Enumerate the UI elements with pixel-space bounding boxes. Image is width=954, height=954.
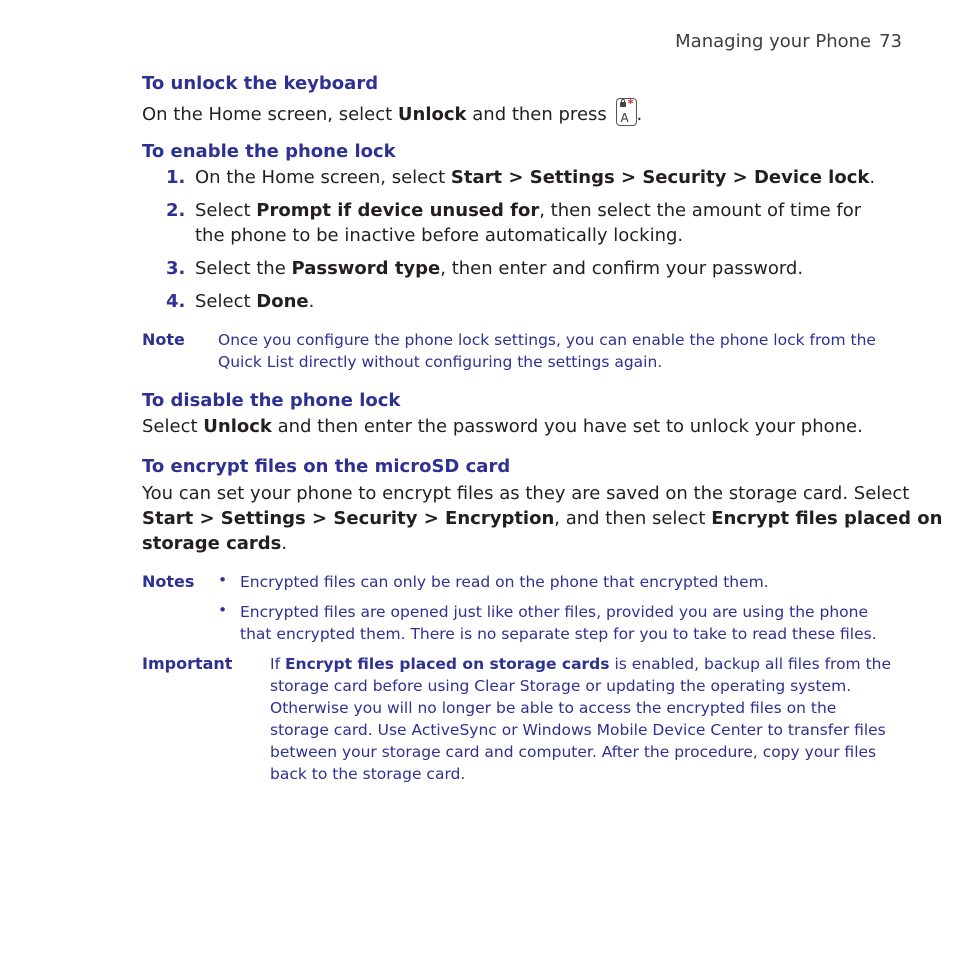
paragraph-encrypt-files: You can set your phone to encrypt files as they are saved on the storage card. Select Start > Settings > Security > Encryption, and then select Encrypt files placed on storage cards. [142,483,943,554]
heading-encrypt-files: To encrypt files on the microSD card [142,456,511,477]
step-number: 4. [166,291,186,312]
page-header [675,31,902,52]
bullet-icon: • [218,601,228,619]
heading-enable-phone-lock: To enable the phone lock [142,141,396,162]
step-number: 1. [166,167,186,188]
note-label: Note [142,330,185,349]
important-text: If Encrypt files placed on storage cards is enabled, backup all files from the storage card before using Clear Storage or updating the operating system. Otherwise you will no longer be able to access the encrypted files on the storage card. Use ActiveSync or Windows Mobile Device Center to transfer files between your storage card and computer. After the procedure, copy your files back to the storage card. [270,655,892,783]
step-text: On the Home screen, select Start > Settings > Security > Device lock. [195,167,876,188]
step-text: Select Prompt if device unused for, then select the amount of time for the phone to be inactive before automatically locking. [195,200,862,246]
note-text: Once you configure the phone lock settings, you can enable the phone lock from the Quick List directly without configuring the settings again. [218,331,876,371]
heading-disable-phone-lock: To disable the phone lock [142,390,401,411]
notes-label: Notes [142,572,195,591]
heading-unlock-keyboard: To unlock the keyboard [142,73,379,94]
page-number: 73 [879,31,902,52]
paragraph-unlock-keyboard: On the Home screen, select Unlock and then press * A . [142,97,643,125]
lock-key-icon: * A [616,98,637,126]
note-bullet-2: Encrypted files are opened just like other files, provided you are using the phone that encrypted them. There is no separate step for you to take to read these files. [240,603,877,643]
step-text: Select the Password type, then enter and confirm your password. [195,258,804,279]
step-number: 3. [166,258,186,279]
paragraph-disable-phone-lock: Select Unlock and then enter the password you have set to unlock your phone. [142,416,863,437]
important-label: Important [142,654,233,673]
step-number: 2. [166,200,186,221]
note-bullet-1: Encrypted files can only be read on the phone that encrypted them. [240,573,769,591]
section-title: Managing your Phone [675,31,872,52]
step-text: Select Done. [195,291,315,312]
bullet-icon: • [218,571,228,589]
